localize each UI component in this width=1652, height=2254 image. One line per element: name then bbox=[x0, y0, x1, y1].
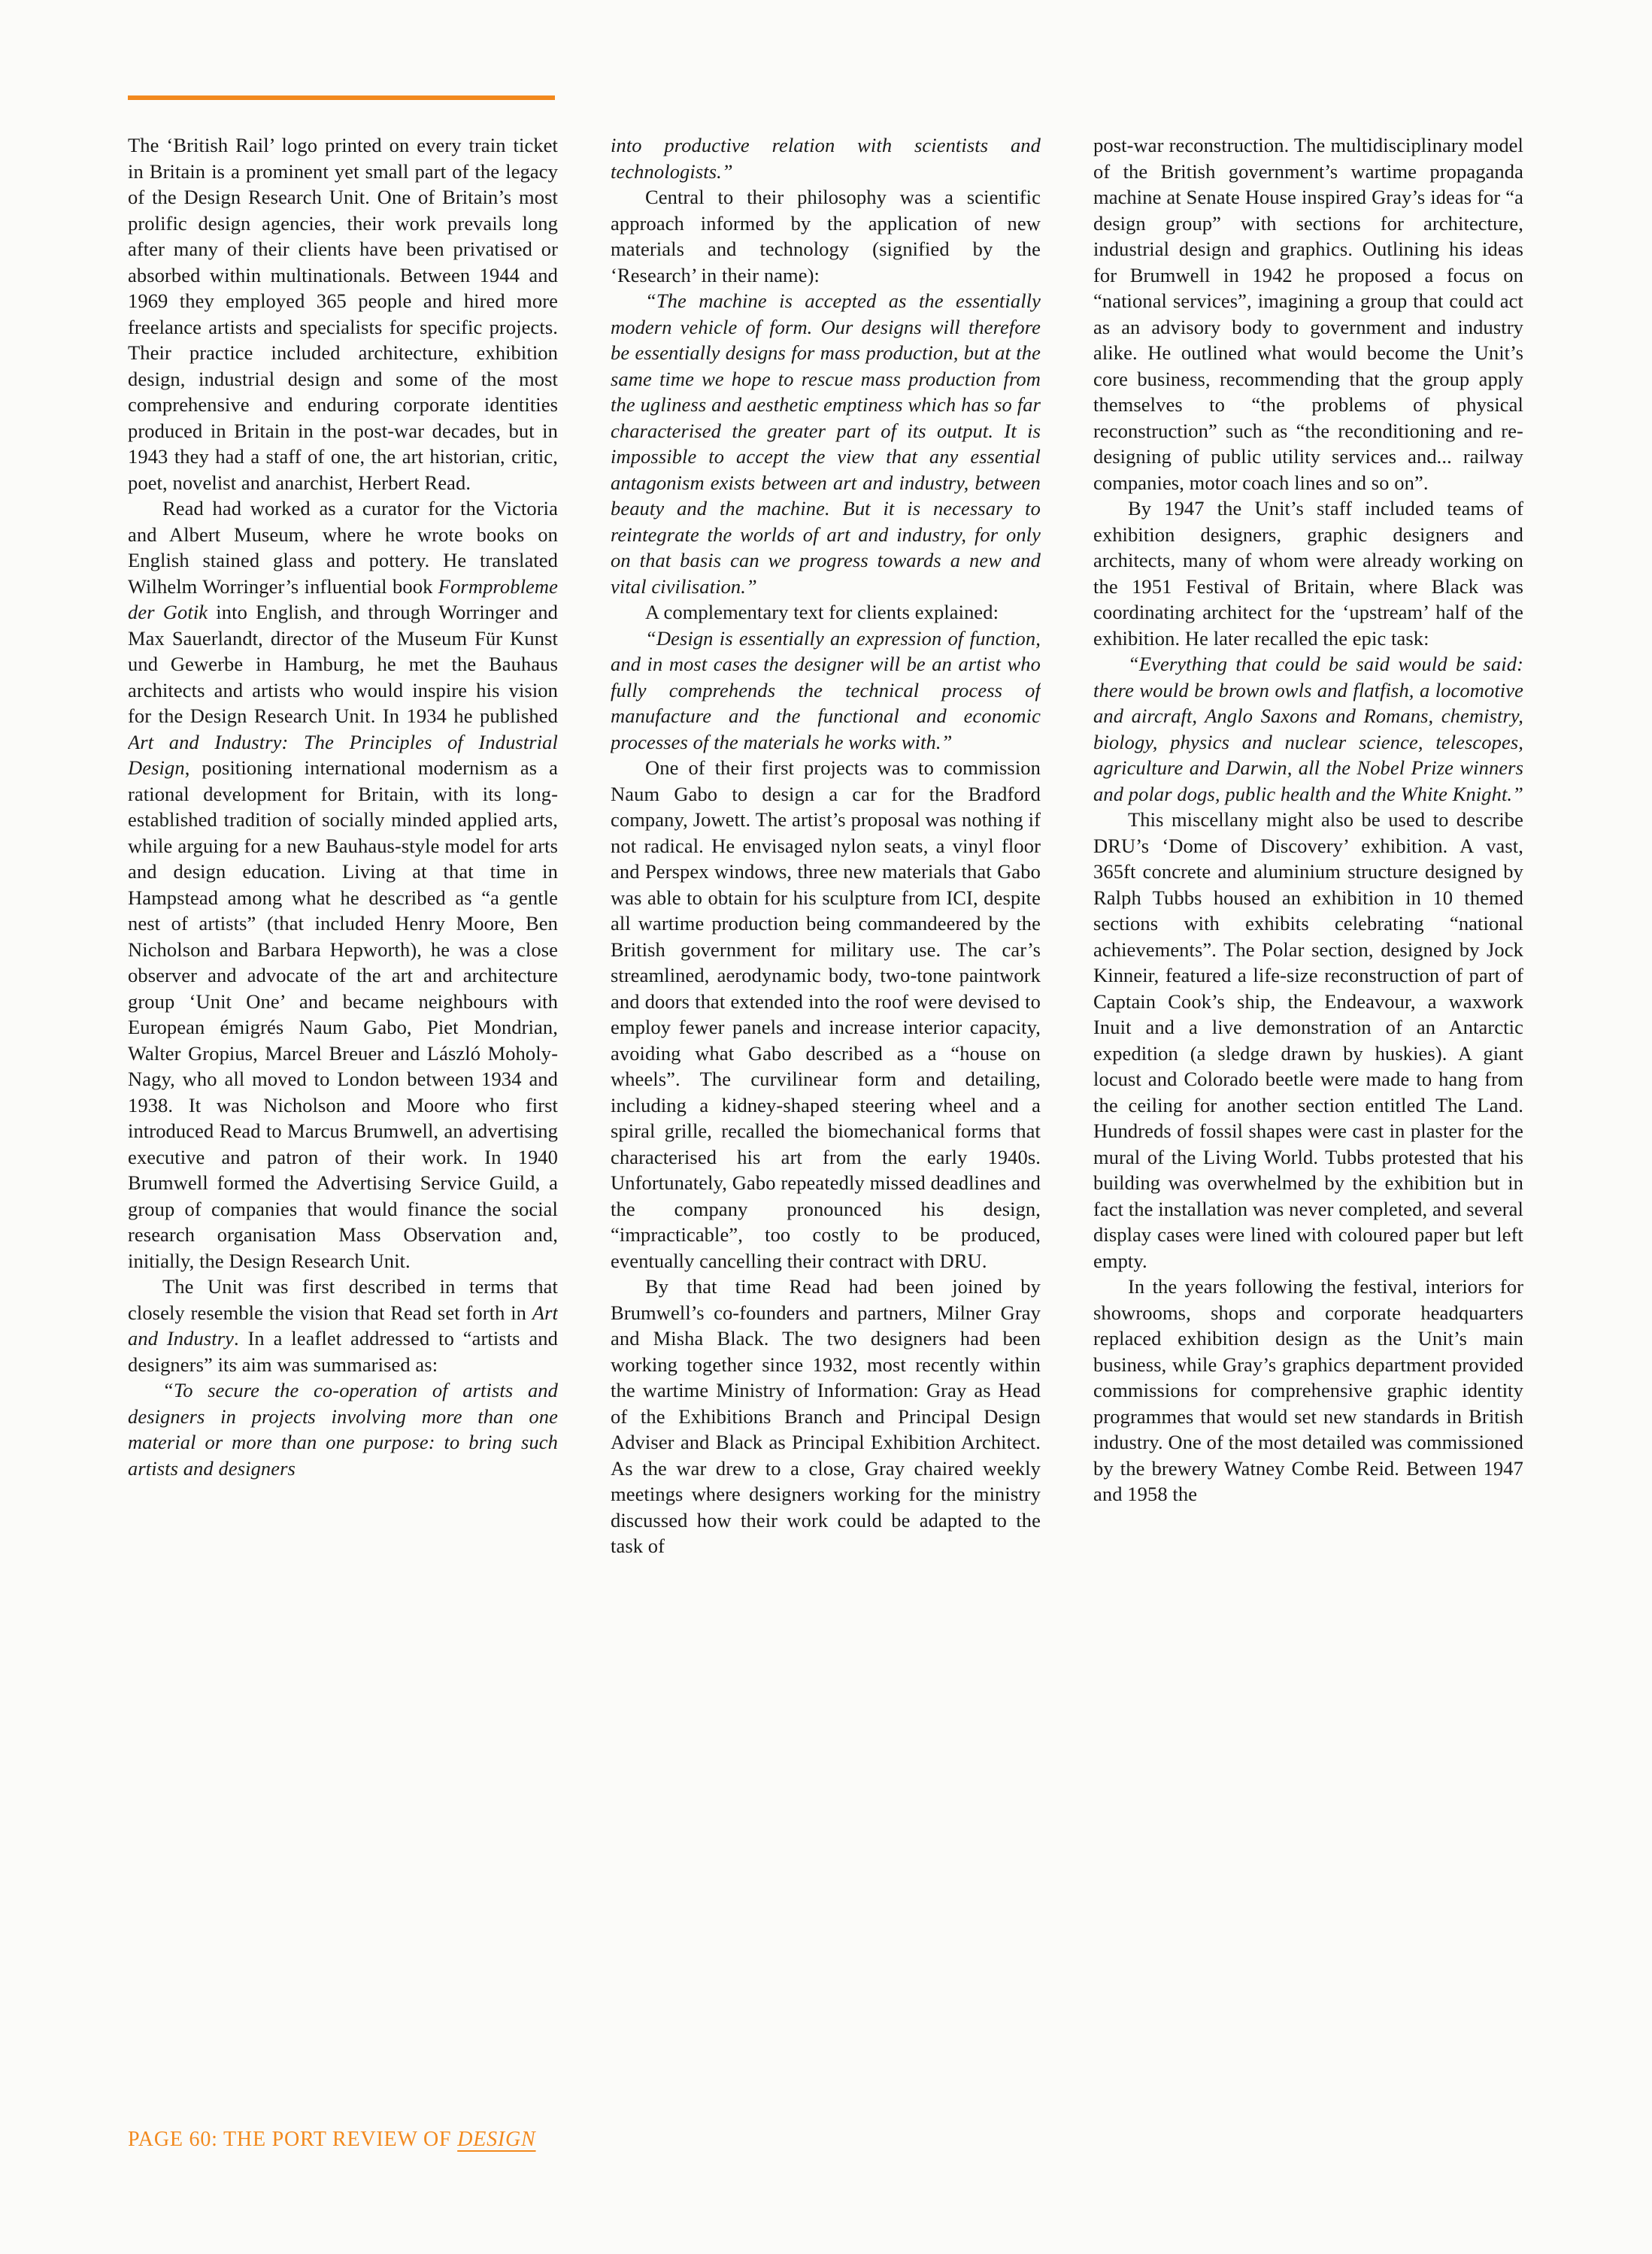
paragraph: This miscellany might also be used to describe DRU’s ‘Dome of Discovery’ exhibition. A vast, 365ft concrete and aluminium structure designed by Ralph Tubbs housed an exhibition in 10 themed sections with exhibits celebrating “national achievements”. The Polar section, designed by Jock Kinneir, featured a life-size reconstruction of part of Captain Cook’s ship, the Endeavour, a waxwork Inuit and a live demonstration of an Antarctic expedition (a sledge drawn by huskies). A giant locust and Colorado beetle were made to hang from the ceiling for another section entitled The Land. Hundreds of fossil shapes were cast in plaster for the mural of the Living World. Tubbs protested that his building was overwhelmed by the exhibition but in fact the installation was never completed, and several display cases were lined with coloured paper but left empty. bbox=[1093, 808, 1523, 1272]
quote-paragraph: “The machine is accepted as the essentially modern vehicle of form. Our designs will therefore be essentially designs for mass production, but at the same time we hope to rescue mass production from the ugliness and aesthetic emptiness which has so far characterised the greater part of its output. It is impossible to accept the view that any essential antagonism exists between art and industry, between beauty and the machine. But it is necessary to reintegrate the worlds of art and industry, for only on that basis can we progress towards a new and vital civilisation.” bbox=[611, 289, 1041, 598]
paragraph: A complementary text for clients explained: bbox=[645, 601, 999, 623]
quote-paragraph: “Everything that could be said would be said: there would be brown owls and flatfish, a locomotive and aircraft, Anglo Saxons and Romans, chemistry, biology, physics and nuclear science, telescopes, agriculture and Darwin, all the Nobel Prize winners and polar dogs, public health and the White Knight.” bbox=[1093, 653, 1523, 805]
quote-paragraph: “Design is essentially an expression of function, and in most cases the designer will be an artist who fully comprehends the technical process of manufacture and the functional and economic processes of the materials he works with.” bbox=[611, 626, 1041, 753]
paragraph: The ‘British Rail’ logo printed on every train ticket in Britain is a prominent yet small part of the legacy of the Design Research Unit. One of Britain’s most prolific design agencies, their work prevails long after many of their clients have been privatised or absorbed within multinationals. Between 1944 and 1969 they employed 365 people and hired more freelance artists and specialists for specific projects. Their practice included architecture, exhibition design, industrial design and some of the most comprehensive and enduring corporate identities produced in Britain in the post-war decades, but in 1943 they had a staff of one, the art historian, critic, poet, novelist and anarchist, Herbert Read. bbox=[128, 134, 558, 494]
paragraph: By that time Read had been joined by Brumwell’s co-founders and partners, Milner Gray and Misha Black. The two designers had been working together since 1932, most recently within the wartime Ministry of Information: Gray as Head of the Exhibitions Branch and Principal Design Adviser and Black as Principal Exhibition Architect. As the war drew to a close, Gray chaired weekly meetings where designers working for the ministry discussed how their work could be adapted to the task of bbox=[611, 1275, 1041, 1557]
footer-page-label: PAGE 60: THE PORT REVIEW OF bbox=[128, 2128, 458, 2151]
article-column-2 bbox=[611, 132, 1041, 1798]
footer-magazine-title: DESIGN bbox=[457, 2128, 536, 2151]
page-footer bbox=[128, 2128, 536, 2152]
article-column-3 bbox=[1093, 132, 1523, 1798]
quote-paragraph: “To secure the co-operation of artists and designers in projects involving more than one material or more than one purpose: to bring such artists and designers bbox=[128, 1379, 558, 1480]
paragraph: Central to their philosophy was a scientific approach informed by the application of new materials and technology (signified by the ‘Research’ in their name): bbox=[611, 186, 1041, 286]
article-body bbox=[128, 132, 1524, 1798]
article-column-1 bbox=[128, 132, 558, 1798]
quote-paragraph: into productive relation with scientists and technologists.” bbox=[611, 134, 1041, 183]
paragraph: The Unit was first described in terms that closely resemble the vision that Read set forth in Art and Industry. In a leaflet addressed to “artists and designers” its aim was summarised as: bbox=[128, 1275, 558, 1376]
paragraph: Read had worked as a curator for the Victoria and Albert Museum, where he wrote books on English stained glass and pottery. He translated Wilhelm Worringer’s influential book Formprobleme der Gotik into English, and through Worringer and Max Sauerlandt, director of the Museum Für Kunst und Gewerbe in Hamburg, he met the Bauhaus architects and artists who would inspire his vision for the Design Research Unit. In 1934 he published Art and Industry: The Principles of Industrial Design, positioning international modernism as a rational development for Britain, with its long-established tradition of socially minded applied arts, while arguing for a new Bauhaus-style model for arts and design education. Living at that time in Hampstead among what he described as “a gentle nest of artists” (that included Henry Moore, Ben Nicholson and Barbara Hepworth), he was a close observer and advocate of the art and architecture group ‘Unit One’ and became neighbours with European émigrés Naum Gabo, Piet Mondrian, Walter Gropius, Marcel Breuer and László Moholy-Nagy, who all moved to London between 1934 and 1938. It was Nicholson and Moore who first introduced Read to Marcus Brumwell, an advertising executive and patron of their work. In 1940 Brumwell formed the Advertising Service Guild, a group of companies that would finance the social research organisation Mass Observation and, initially, the Design Research Unit. bbox=[128, 497, 558, 1272]
paragraph: One of their first projects was to commission Naum Gabo to design a car for the Bradford company, Jowett. The artist’s proposal was nothing if not radical. He envisaged nylon seats, a vinyl floor and Perspex windows, three new materials that Gabo was able to obtain for his sculpture from ICI, despite all wartime production being commandeered by the British government for military use. The car’s streamlined, aerodynamic body, two-tone paintwork and doors that extended into the roof were devised to employ fewer panels and increase interior capacity, avoiding what Gabo described as a “house on wheels”. The curvilinear form and detailing, including a kidney-shaped steering wheel and a spiral grille, recalled the biomechanical forms that characterised his art from the early 1940s. Unfortunately, Gabo repeatedly missed deadlines and the company pronounced his design, “impracticable”, too costly to be produced, eventually cancelling their contract with DRU. bbox=[611, 756, 1041, 1272]
paragraph: In the years following the festival, interiors for showrooms, shops and corporate headquarters replaced exhibition design as the Unit’s main business, while Gray’s graphics department provided commissions for comprehensive graphic identity programmes that would set new standards in British industry. One of the most detailed was commissioned by the brewery Watney Combe Reid. Between 1947 and 1958 the bbox=[1093, 1275, 1523, 1505]
paragraph: By 1947 the Unit’s staff included teams of exhibition designers, graphic designers and architects, many of whom were already working on the 1951 Festival of Britain, where Black was coordinating architect for the ‘upstream’ half of the exhibition. He later recalled the epic task: bbox=[1093, 497, 1523, 650]
section-divider-rule bbox=[128, 95, 555, 100]
paragraph: post-war reconstruction. The multidisciplinary model of the British government’s wartime propaganda machine at Senate House inspired Gray’s ideas for “a design group” with sections for architecture, industrial design and graphics. Outlining his ideas for Brumwell in 1942 he proposed a focus on “national services”, imagining a group that could act as an advisory body to government and industry alike. He outlined what would become the Unit’s core business, recommending that the group apply themselves to “the problems of physical reconstruction” such as “the reconditioning and re-designing of public utility services and... railway companies, motor coach lines and so on”. bbox=[1093, 134, 1523, 494]
